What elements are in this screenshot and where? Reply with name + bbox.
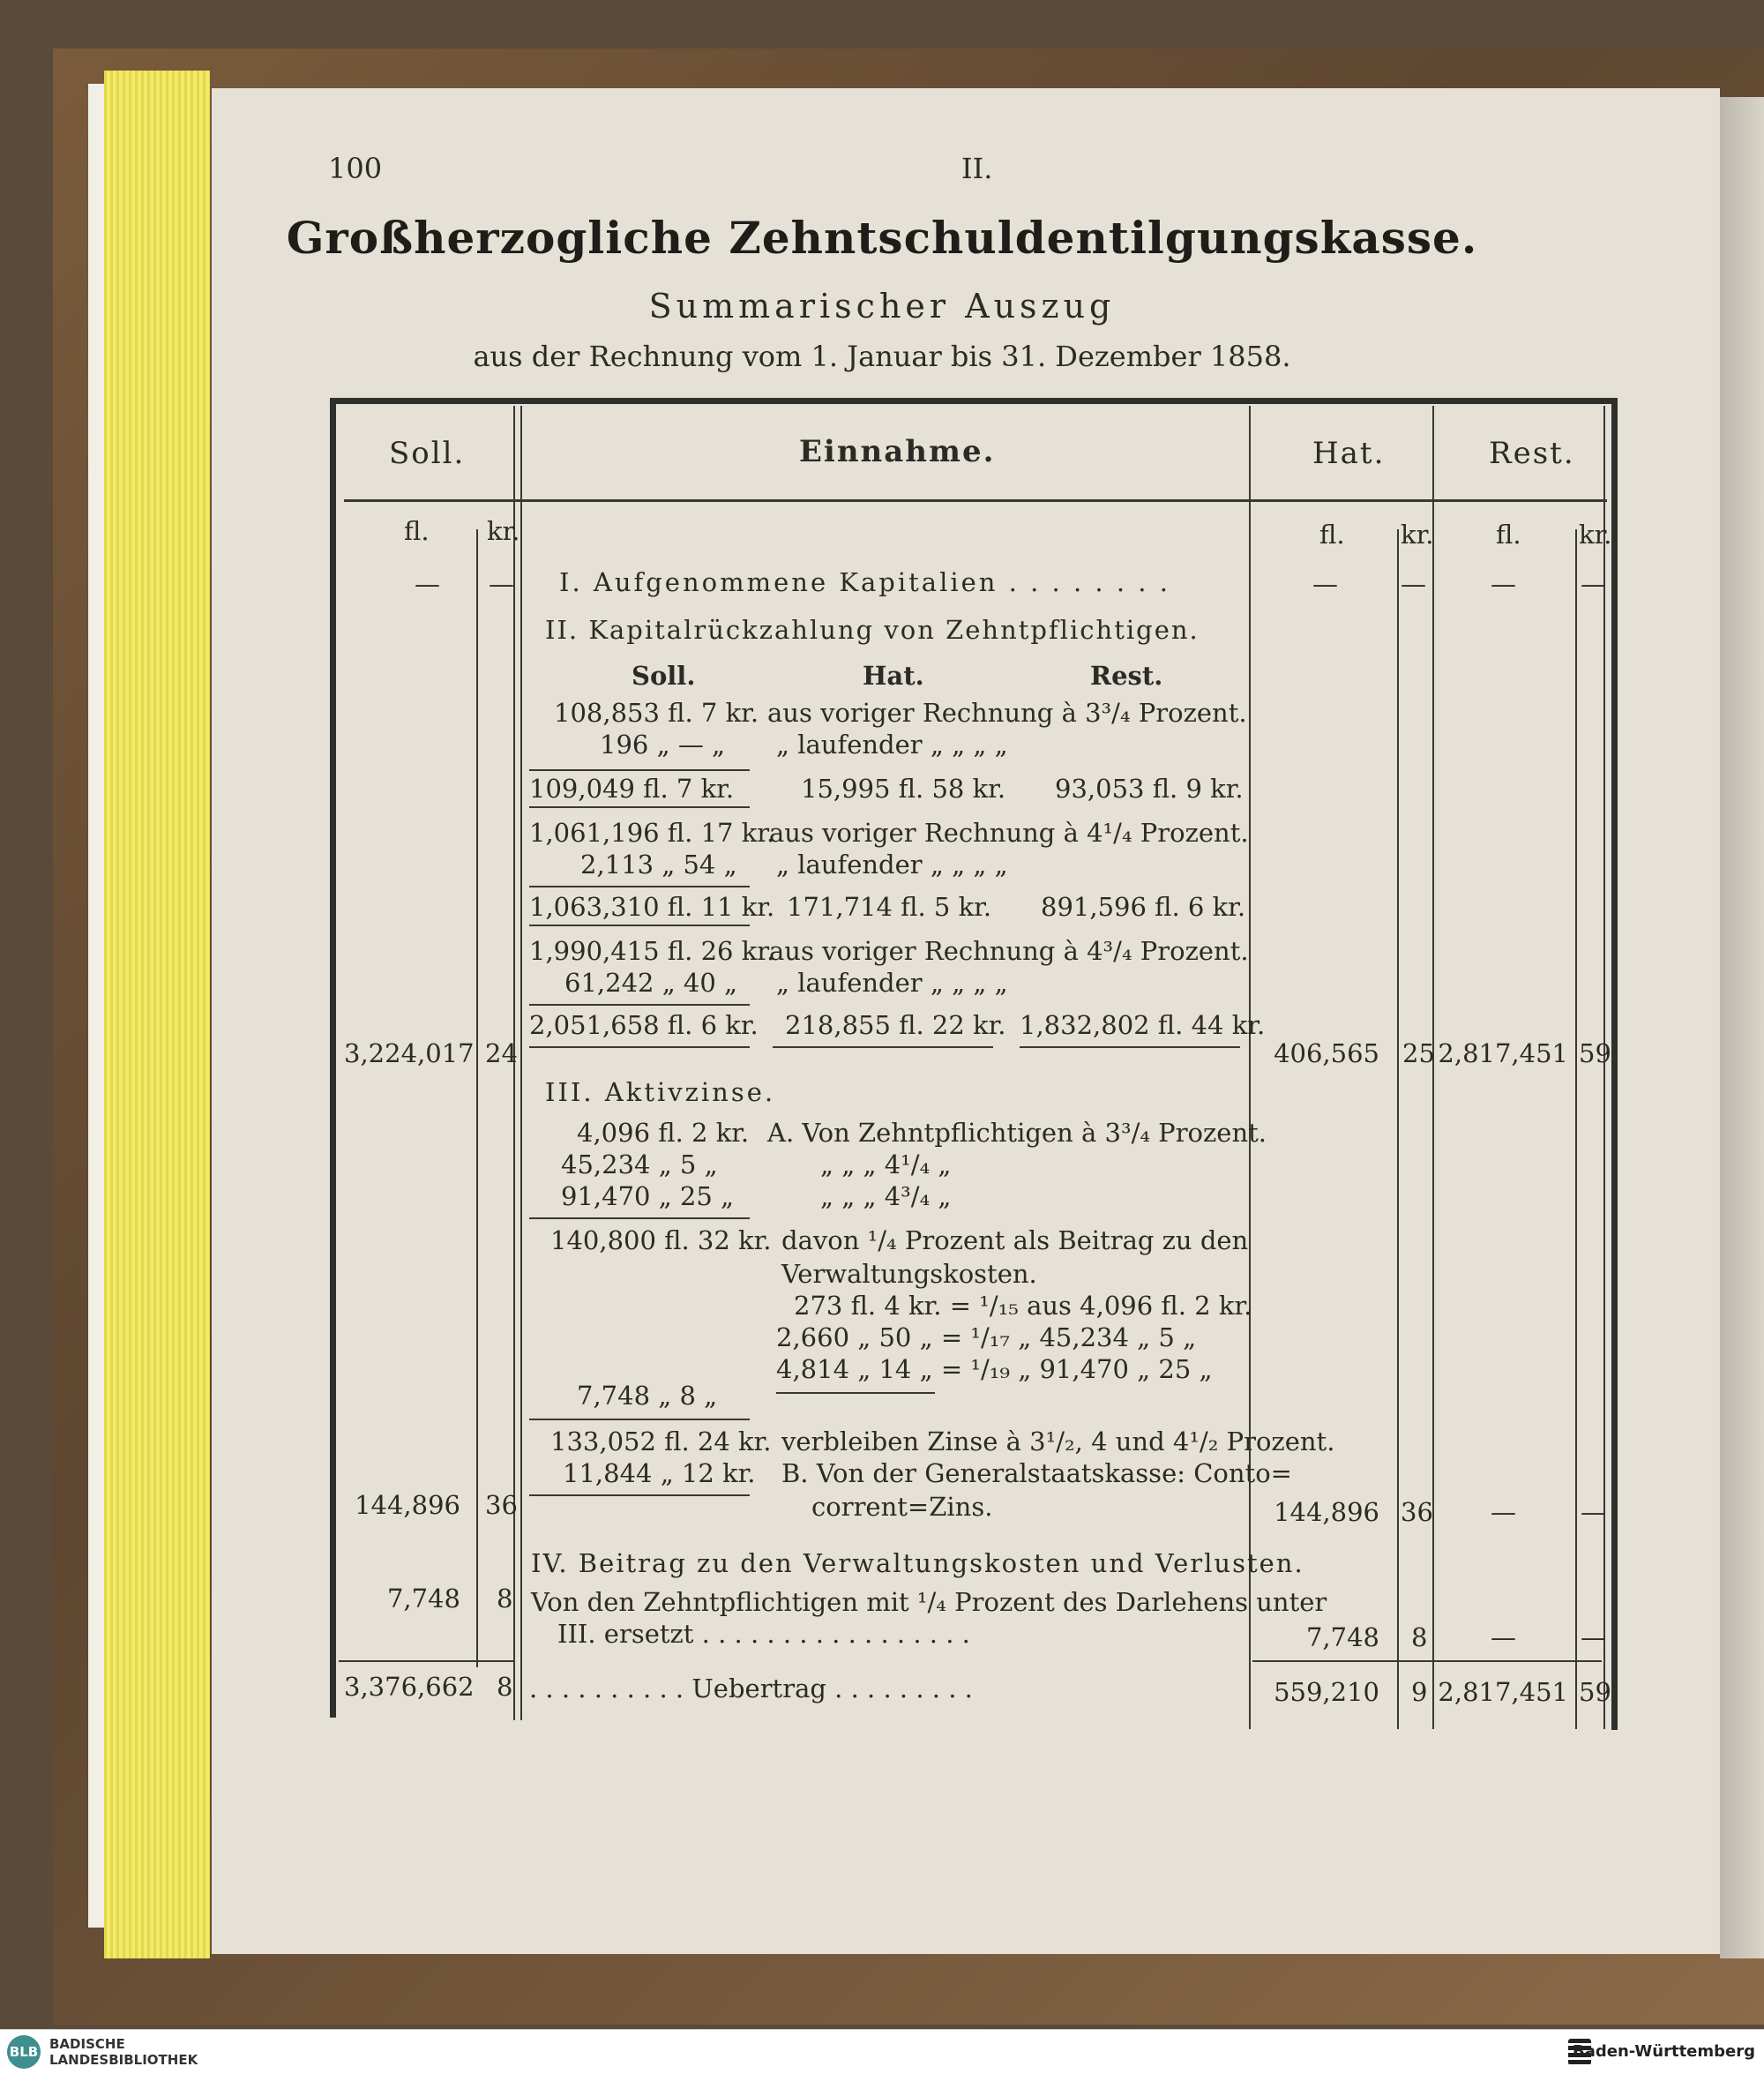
s1-rest-fl-dash: —: [1491, 569, 1516, 599]
g3-rest: 1,832,802 fl. 44 kr.: [1020, 1010, 1266, 1040]
unit-hat-fl: fl.: [1319, 520, 1345, 550]
unit-rest-fl: fl.: [1496, 520, 1521, 550]
total-line-hat: [1252, 1660, 1602, 1662]
a-rule2: [529, 1419, 750, 1420]
s2-sub-hat: Hat.: [863, 661, 924, 691]
g3-rule4: [1020, 1046, 1240, 1048]
g1-prev: 108,853 fl. 7 kr.: [554, 698, 759, 728]
s1-label: I. Aufgenommene Kapitalien . . . . . . . .: [559, 567, 1170, 597]
a-calc-sum: 7,748 „ 8 „: [577, 1381, 718, 1411]
a-calc2: 2,660 „ 50 „ = ¹/₁₇ „ 45,234 „ 5 „: [776, 1322, 1197, 1352]
unit-soll-kr: kr.: [487, 516, 520, 546]
total-soll-fl: 3,376,662: [344, 1672, 475, 1702]
section-number: II.: [961, 152, 993, 185]
bw-label[interactable]: Baden-Württemberg: [1572, 2042, 1755, 2061]
s4-rest-fl-dash: —: [1491, 1622, 1516, 1652]
g1-hat: 15,995 fl. 58 kr.: [801, 774, 1006, 804]
a-l1-desc: A. Von Zehntpflichtigen à 3³/₄ Prozent.: [767, 1118, 1267, 1148]
g1-curr-desc: „ laufender „ „ „ „: [776, 730, 1008, 760]
s4-hat-fl: 7,748: [1305, 1622, 1379, 1652]
blb-line2: LANDESBIBLIOTHEK: [49, 2052, 198, 2068]
g2-rule: [529, 886, 750, 887]
a-rem: 133,052 fl. 24 kr.: [550, 1426, 772, 1456]
s1-hat-kr-dash: —: [1401, 569, 1426, 599]
g3-sum: 2,051,658 fl. 6 kr.: [529, 1010, 759, 1040]
s4-line1: Von den Zehntpflichtigen mit ¹/₄ Prozent des Darlehens unter: [531, 1587, 1327, 1617]
total-hat-fl: 559,210: [1274, 1677, 1379, 1707]
s3-rest-fl-dash: —: [1491, 1497, 1516, 1527]
total-rest-fl: 2,817,451: [1438, 1677, 1568, 1707]
g3-rule3: [773, 1046, 993, 1048]
b-l1: 11,844 „ 12 kr.: [563, 1458, 756, 1488]
s3-soll-fl: 144,896: [355, 1490, 460, 1520]
total-line-soll: [339, 1660, 515, 1662]
s4-hat-kr: 8: [1411, 1622, 1428, 1652]
g2-sum: 1,063,310 fl. 11 kr.: [529, 892, 775, 922]
blb-logo-icon[interactable]: BLB: [7, 2035, 41, 2069]
total-label: . . . . . . . . . . Uebertrag . . . . . . . . .: [529, 1673, 973, 1703]
g3-rule2: [529, 1046, 750, 1048]
unit-rest-kr: kr.: [1579, 520, 1612, 550]
a-calc3: 4,814 „ 14 „ = ¹/₁₉ „ 91,470 „ 25 „: [776, 1354, 1213, 1384]
a-l2: 45,234 „ 5 „: [561, 1149, 718, 1179]
s4-soll-kr: 8: [497, 1584, 513, 1614]
b-l2-desc: corrent=Zins.: [811, 1492, 993, 1522]
total-soll-kr: 8: [497, 1672, 513, 1702]
col-header-rest: Rest.: [1489, 436, 1575, 471]
a-sum: 140,800 fl. 32 kr.: [550, 1225, 772, 1255]
s1-rest-kr-dash: —: [1581, 569, 1606, 599]
table-left-border: [330, 398, 336, 1718]
a-calc1: 273 fl. 4 kr. = ¹/₁₅ aus 4,096 fl. 2 kr.: [794, 1291, 1252, 1321]
total-hat-kr: 9: [1411, 1677, 1428, 1707]
s1-hat-fl-dash: —: [1312, 569, 1338, 599]
g1-rule: [529, 769, 750, 771]
col-header-einnahme: Einnahme.: [799, 434, 996, 469]
s3-hat-kr: 36: [1401, 1497, 1433, 1527]
g3-prev-desc: aus voriger Rechnung à 4³/₄ Prozent.: [769, 936, 1249, 966]
g1-rule2: [529, 806, 750, 808]
blb-library-name[interactable]: [49, 2036, 198, 2068]
g2-curr-desc: „ laufender „ „ „ „: [776, 850, 1008, 880]
s3-hat-fl: 144,896: [1274, 1497, 1379, 1527]
g2-hat: 171,714 fl. 5 kr.: [787, 892, 992, 922]
g2-curr: 2,113 „ 54 „: [580, 850, 737, 880]
table-right-border: [1611, 398, 1618, 1730]
a-l3-desc: „ „ „ 4³/₄ „: [820, 1181, 952, 1211]
a-rule: [529, 1217, 750, 1219]
hat-kr-divider: [1397, 529, 1399, 1729]
a-l1: 4,096 fl. 2 kr.: [577, 1118, 750, 1148]
document-subtitle: Summarischer Auszug: [648, 287, 1116, 326]
soll-kr-divider: [476, 529, 478, 1667]
g3-hat: 218,855 fl. 22 kr.: [785, 1010, 1006, 1040]
header-divider: [344, 499, 1607, 502]
total-rest-kr: 59: [1579, 1677, 1611, 1707]
table-top-border: [330, 398, 1618, 404]
s2-hat-fl: 406,565: [1274, 1038, 1379, 1068]
g3-curr: 61,242 „ 40 „: [564, 968, 738, 998]
einnahme-divider: [1249, 406, 1251, 1729]
s3-label: III. Aktivzinse.: [545, 1077, 776, 1107]
s4-rest-kr-dash: —: [1581, 1622, 1606, 1652]
a-davon: davon ¹/₄ Prozent als Beitrag zu den: [781, 1225, 1249, 1255]
s2-label: II. Kapitalrückzahlung von Zehntpflichtigen.: [545, 615, 1200, 645]
s4-label: IV. Beitrag zu den Verwaltungskosten und Verlusten.: [531, 1548, 1304, 1578]
s2-rest-kr: 59: [1579, 1038, 1611, 1068]
s3-rest-kr-dash: —: [1581, 1497, 1606, 1527]
rest-kr-divider: [1575, 529, 1577, 1729]
viewer-footer: [0, 2029, 1764, 2074]
unit-hat-kr: kr.: [1401, 520, 1434, 550]
g2-rest: 891,596 fl. 6 kr.: [1041, 892, 1246, 922]
g2-prev-desc: aus voriger Rechnung à 4¹/₄ Prozent.: [769, 818, 1249, 848]
a-l3: 91,470 „ 25 „: [561, 1181, 735, 1211]
g3-curr-desc: „ laufender „ „ „ „: [776, 968, 1008, 998]
g2-prev: 1,061,196 fl. 17 kr.: [529, 818, 775, 848]
g1-rest: 93,053 fl. 9 kr.: [1055, 774, 1244, 804]
a-calc-rule: [776, 1392, 935, 1394]
unit-soll-fl: fl.: [404, 516, 430, 546]
document-date-range: aus der Rechnung vom 1. Januar bis 31. Dezember 1858.: [473, 340, 1291, 373]
s4-line2: III. ersetzt . . . . . . . . . . . . . . . . .: [557, 1619, 970, 1649]
g1-sum: 109,049 fl. 7 kr.: [529, 774, 735, 804]
b-rule: [529, 1494, 750, 1496]
g3-rule: [529, 1004, 750, 1006]
facing-page: [1720, 97, 1764, 1958]
page-number: 100: [328, 152, 383, 185]
s2-sub-rest: Rest.: [1090, 661, 1163, 691]
s2-sub-soll: Soll.: [632, 661, 696, 691]
col-header-hat: Hat.: [1312, 436, 1386, 471]
g2-rule2: [529, 925, 750, 926]
s1-soll-kr-dash: —: [489, 569, 514, 599]
s3-soll-kr: 36: [485, 1490, 518, 1520]
s2-rest-fl: 2,817,451: [1438, 1038, 1568, 1068]
s2-soll-fl: 3,224,017: [344, 1038, 475, 1068]
g1-prev-desc: aus voriger Rechnung à 3³/₄ Prozent.: [767, 698, 1247, 728]
g1-curr: 196 „ — „: [600, 730, 726, 760]
soll-divider-double: [520, 406, 522, 1720]
col-header-soll: Soll.: [389, 436, 466, 471]
a-l2-desc: „ „ „ 4¹/₄ „: [820, 1149, 952, 1179]
b-l1-desc: B. Von der Generalstaatskasse: Conto=: [781, 1458, 1292, 1488]
g3-prev: 1,990,415 fl. 26 kr.: [529, 936, 775, 966]
document-title: Großherzogliche Zehntschuldentilgungskasse.: [286, 212, 1478, 264]
s2-soll-kr: 24: [485, 1038, 518, 1068]
s1-soll-fl-dash: —: [415, 569, 440, 599]
blb-line1: BADISCHE: [49, 2036, 125, 2052]
s2-hat-kr: 25: [1402, 1038, 1435, 1068]
a-rem-desc: verbleiben Zinse à 3¹/₂, 4 und 4¹/₂ Prozent.: [781, 1426, 1335, 1456]
a-davon2: Verwaltungskosten.: [781, 1259, 1037, 1289]
s4-soll-fl: 7,748: [386, 1584, 460, 1614]
